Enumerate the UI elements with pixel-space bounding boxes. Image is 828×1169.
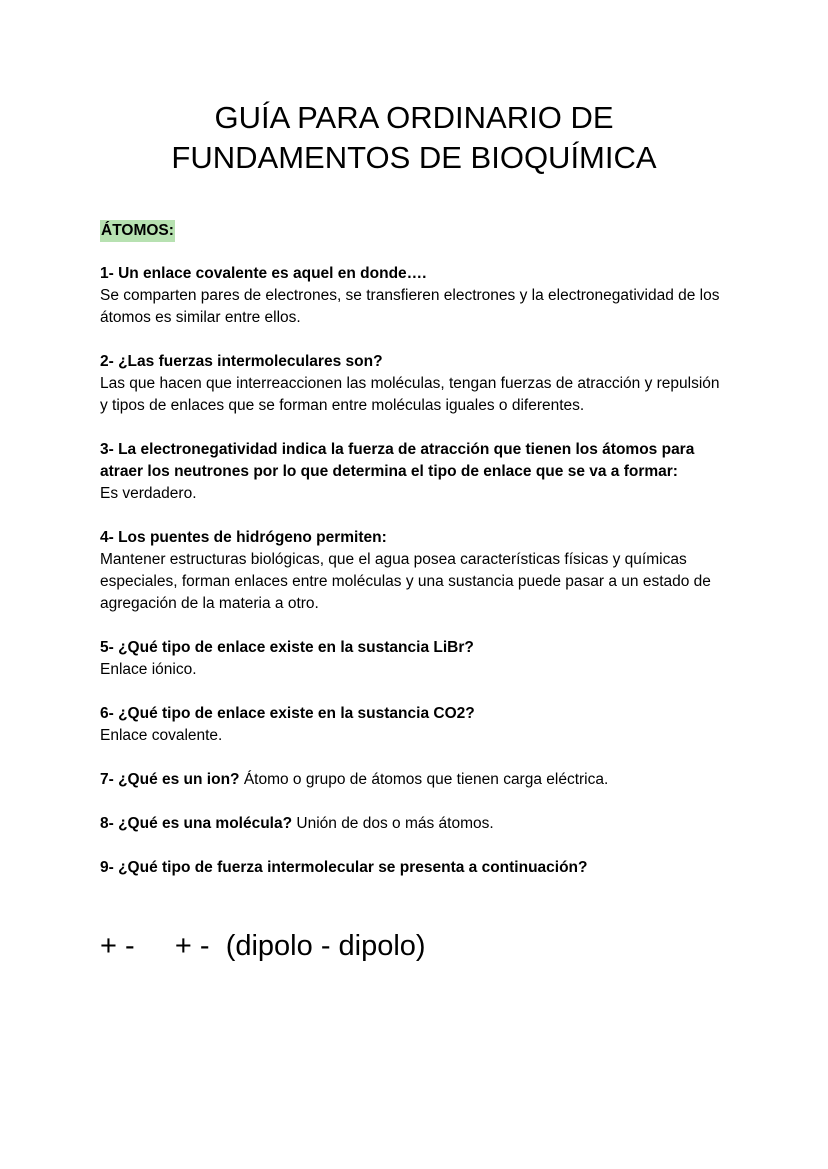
question-text: 9- ¿Qué tipo de fuerza intermolecular se presenta a continuación? [100,859,588,876]
question-inline [100,813,730,835]
question-5 [100,637,730,681]
question-1 [100,263,730,329]
dipole-diagram-text: + - + - (dipolo - dipolo) [100,930,426,962]
answer-text: Mantener estructuras biológicas, que el agua posea características físicas y químicas especiales, forman enlaces entre moléculas y una sustancia puede pasar a un estado de agregación de la materia a otro. [100,551,711,612]
question-3 [100,439,730,505]
question-7 [100,769,730,791]
question-text: 8- ¿Qué es una molécula? [100,815,293,832]
question-text: 1- Un enlace covalente es aquel en donde…. [100,265,427,282]
question-text: 4- Los puentes de hidrógeno permiten: [100,529,387,546]
question-6 [100,703,730,747]
answer-text: Se comparten pares de electrones, se transfieren electrones y la electronegatividad de los átomos es similar entre ellos. [100,287,720,326]
answer-text: Unión de dos o más átomos. [292,815,494,832]
question-text: 7- ¿Qué es un ion? [100,771,240,788]
question-list [100,263,730,901]
answer-text: Enlace covalente. [100,727,223,744]
answer-text: Las que hacen que interreaccionen las moléculas, tengan fuerzas de atracción y repulsión y tipos de enlaces que se forman entre moléculas iguales o diferentes. [100,375,720,414]
question-2 [100,351,730,417]
question-text: 3- La electronegatividad indica la fuerza de atracción que tienen los átomos para atraer los neutrones por lo que determina el tipo de enlace que se va a formar: [100,441,695,480]
answer-text: Enlace iónico. [100,661,197,678]
question-9 [100,857,730,879]
title-line-1: GUÍA PARA ORDINARIO DE [214,100,614,135]
question-inline [100,769,730,791]
question-text: 2- ¿Las fuerzas intermoleculares son? [100,353,383,370]
answer-text: Es verdadero. [100,485,197,502]
question-4 [100,527,730,615]
section-heading: ÁTOMOS: [100,220,175,242]
title-line-2: FUNDAMENTOS DE BIOQUÍMICA [171,140,657,175]
question-text: 6- ¿Qué tipo de enlace existe en la sustancia CO2? [100,705,475,722]
question-text: 5- ¿Qué tipo de enlace existe en la sustancia LiBr? [100,639,474,656]
answer-text: Átomo o grupo de átomos que tienen carga eléctrica. [239,771,609,788]
question-8 [100,813,730,835]
page-title [0,98,828,178]
